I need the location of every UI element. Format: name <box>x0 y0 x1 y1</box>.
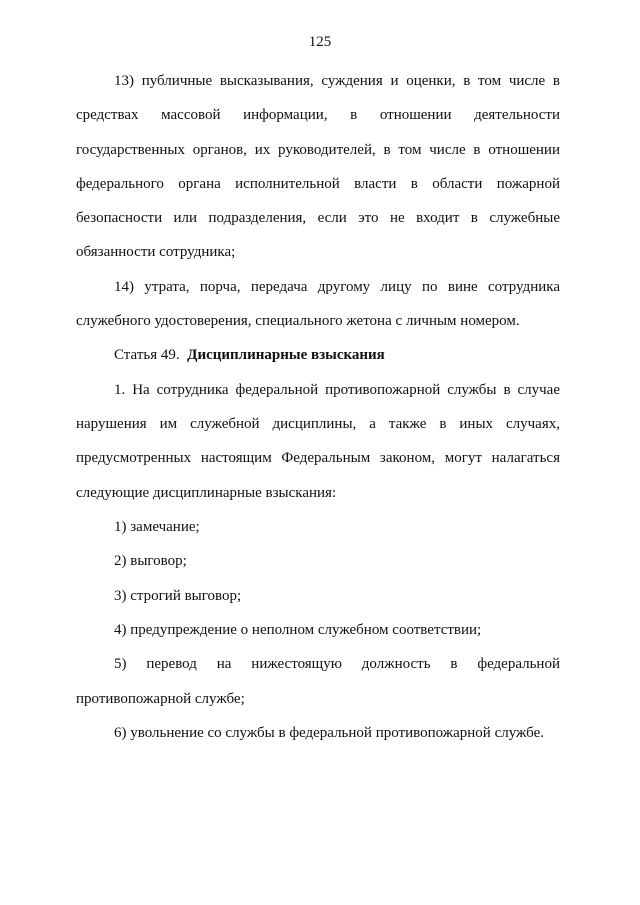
penalty-5-line-2: противопожарной службе; <box>76 691 245 707</box>
clause-1-line-2: нарушения им служебной дисциплины, а также в иных случаях, <box>76 416 560 432</box>
penalty-5-line-1: 5) перевод на нижестоящую должность в федеральной <box>114 656 560 672</box>
item-13-line-6: обязанности сотрудника; <box>76 244 236 260</box>
clause-1-line-1: 1. На сотрудника федеральной противопожарной службы в случае <box>114 382 560 398</box>
penalty-3: 3) строгий выговор; <box>114 588 242 604</box>
item-13-line-2: средствах массовой информации, в отношении деятельности <box>76 107 560 123</box>
item-14-line-1: 14) утрата, порча, передача другому лицу по вине сотрудника <box>114 279 560 295</box>
penalty-4: 4) предупреждение о неполном служебном соответствии; <box>114 622 482 638</box>
item-14-line-2: служебного удостоверения, специального жетона с личным номером. <box>76 313 520 329</box>
article-title: Дисциплинарные взыскания <box>187 347 385 363</box>
article-heading <box>114 346 560 364</box>
article-number: Статья 49. <box>114 347 180 363</box>
page-number: 125 <box>308 34 332 50</box>
penalty-1: 1) замечание; <box>114 519 200 535</box>
penalty-6: 6) увольнение со службы в федеральной противопожарной службе. <box>114 725 545 741</box>
clause-1-line-3: предусмотренных настоящим Федеральным законом, могут налагаться <box>76 450 560 466</box>
item-13-line-1: 13) публичные высказывания, суждения и оценки, в том числе в <box>114 73 560 89</box>
item-13-line-3: государственных органов, их руководителей, в том числе в отношении <box>76 142 560 158</box>
penalty-2: 2) выговор; <box>114 553 187 569</box>
clause-1-line-4: следующие дисциплинарные взыскания: <box>76 485 337 501</box>
item-13-line-5: безопасности или подразделения, если это не входит в служебные <box>76 210 560 226</box>
item-13-line-4: федерального органа исполнительной власти в области пожарной <box>76 176 560 192</box>
